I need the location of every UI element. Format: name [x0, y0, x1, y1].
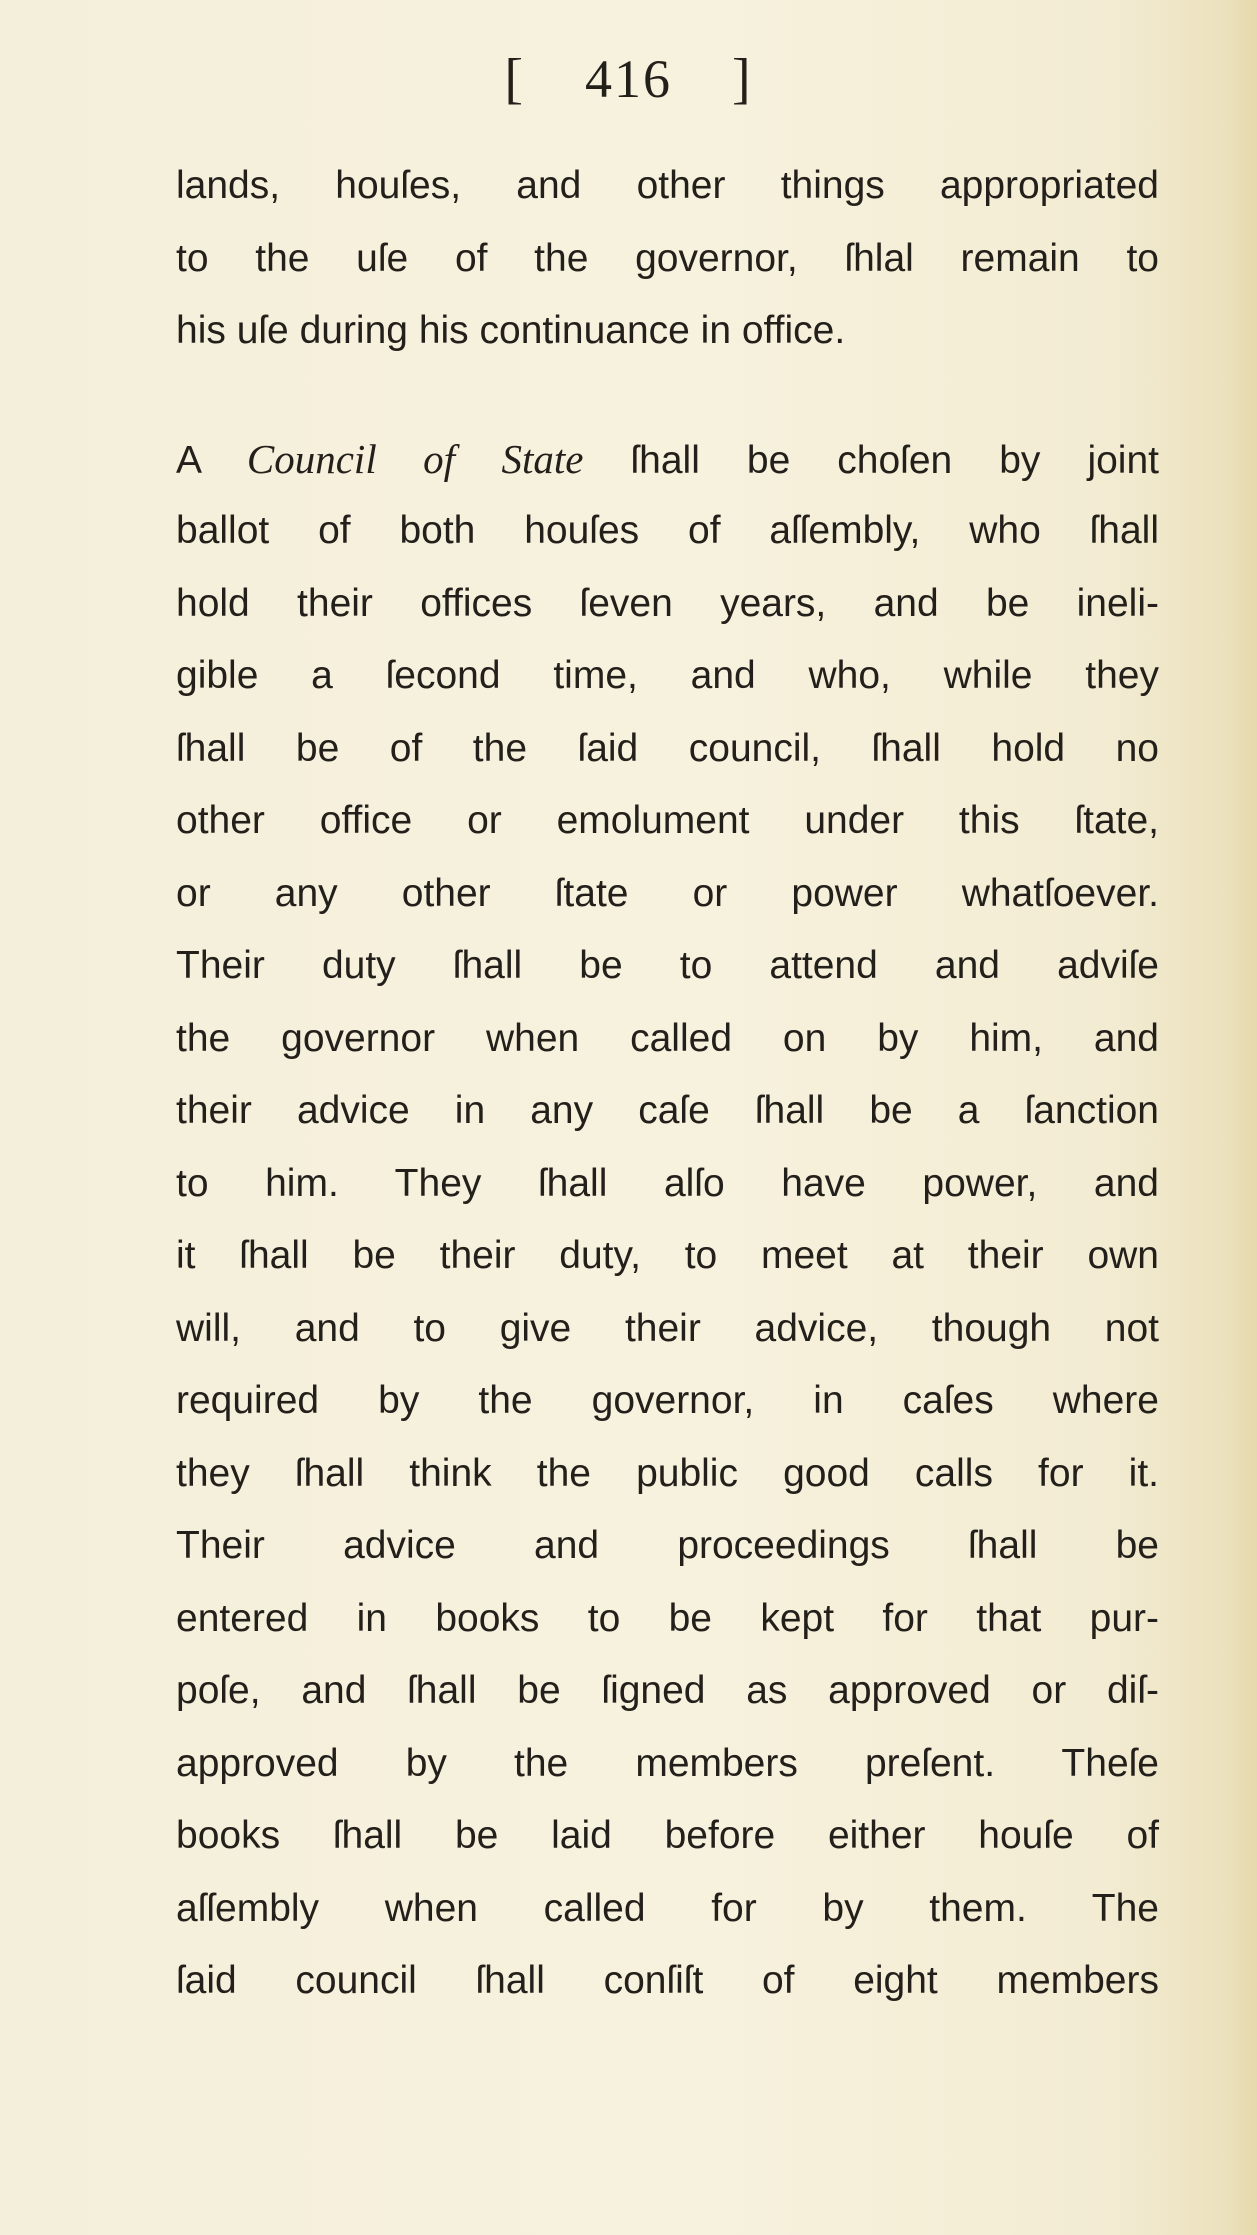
text-line	[176, 423, 1159, 496]
text-line: it ſhall be their duty, to meet at their own	[176, 1234, 1159, 1277]
open-bracket: [	[504, 48, 525, 110]
text-line: ſhall be of the ſaid council, ſhall hold no	[176, 726, 1159, 770]
line-lead: A	[176, 438, 247, 482]
text-line: or any other ſtate or power whatſoever.	[176, 871, 1159, 915]
text-line: entered in books to be kept for that pur-	[176, 1596, 1159, 1640]
text-line: ſaid council ſhall conſiſt of eight members	[176, 1959, 1159, 2002]
paragraph-1	[176, 150, 1159, 368]
text-line: will, and to give their advice, though not	[176, 1306, 1159, 1350]
text-line: the governor when called on by him, and	[176, 1016, 1159, 1060]
text-line: books ſhall be laid before either houſe of	[176, 1814, 1159, 1857]
text-line: ballot of both houſes of aſſembly, who ſhall	[176, 509, 1159, 552]
page-header	[0, 44, 1257, 114]
text-line: required by the governor, in caſes where	[176, 1379, 1159, 1422]
text-line: his uſe during his continuance in office.	[176, 309, 846, 352]
text-line: to him. They ſhall alſo have power, and	[176, 1161, 1159, 1205]
line-rest: ſhall be choſen by joint	[583, 438, 1159, 482]
text-line: aſſembly when called for by them. The	[176, 1886, 1159, 1930]
text-line: other office or emolument under this ſtate,	[176, 799, 1159, 842]
text-line: their advice in any caſe ſhall be a ſanction	[176, 1089, 1159, 1132]
text-line: Their advice and proceedings ſhall be	[176, 1524, 1159, 1567]
text-line: lands, houſes, and other things appropriated	[176, 164, 1159, 207]
body-text	[176, 150, 1159, 2018]
text-line: poſe, and ſhall be ſigned as approved or diſ-	[176, 1669, 1159, 1712]
text-line: hold their offices ſeven years, and be ineli-	[176, 581, 1159, 625]
page-number: 416	[585, 49, 672, 109]
text-line: they ſhall think the public good calls for it.	[176, 1451, 1159, 1495]
paragraph-2	[176, 423, 1159, 2018]
text-line: gible a ſecond time, and who, while they	[176, 654, 1159, 697]
close-bracket: ]	[732, 48, 753, 110]
text-line: approved by the members preſent. Theſe	[176, 1741, 1159, 1785]
text-line: Their duty ſhall be to attend and adviſe	[176, 944, 1159, 987]
italic-heading: Council of State	[246, 435, 584, 482]
text-line: to the uſe of the governor, ſhlal remain to	[176, 236, 1159, 280]
